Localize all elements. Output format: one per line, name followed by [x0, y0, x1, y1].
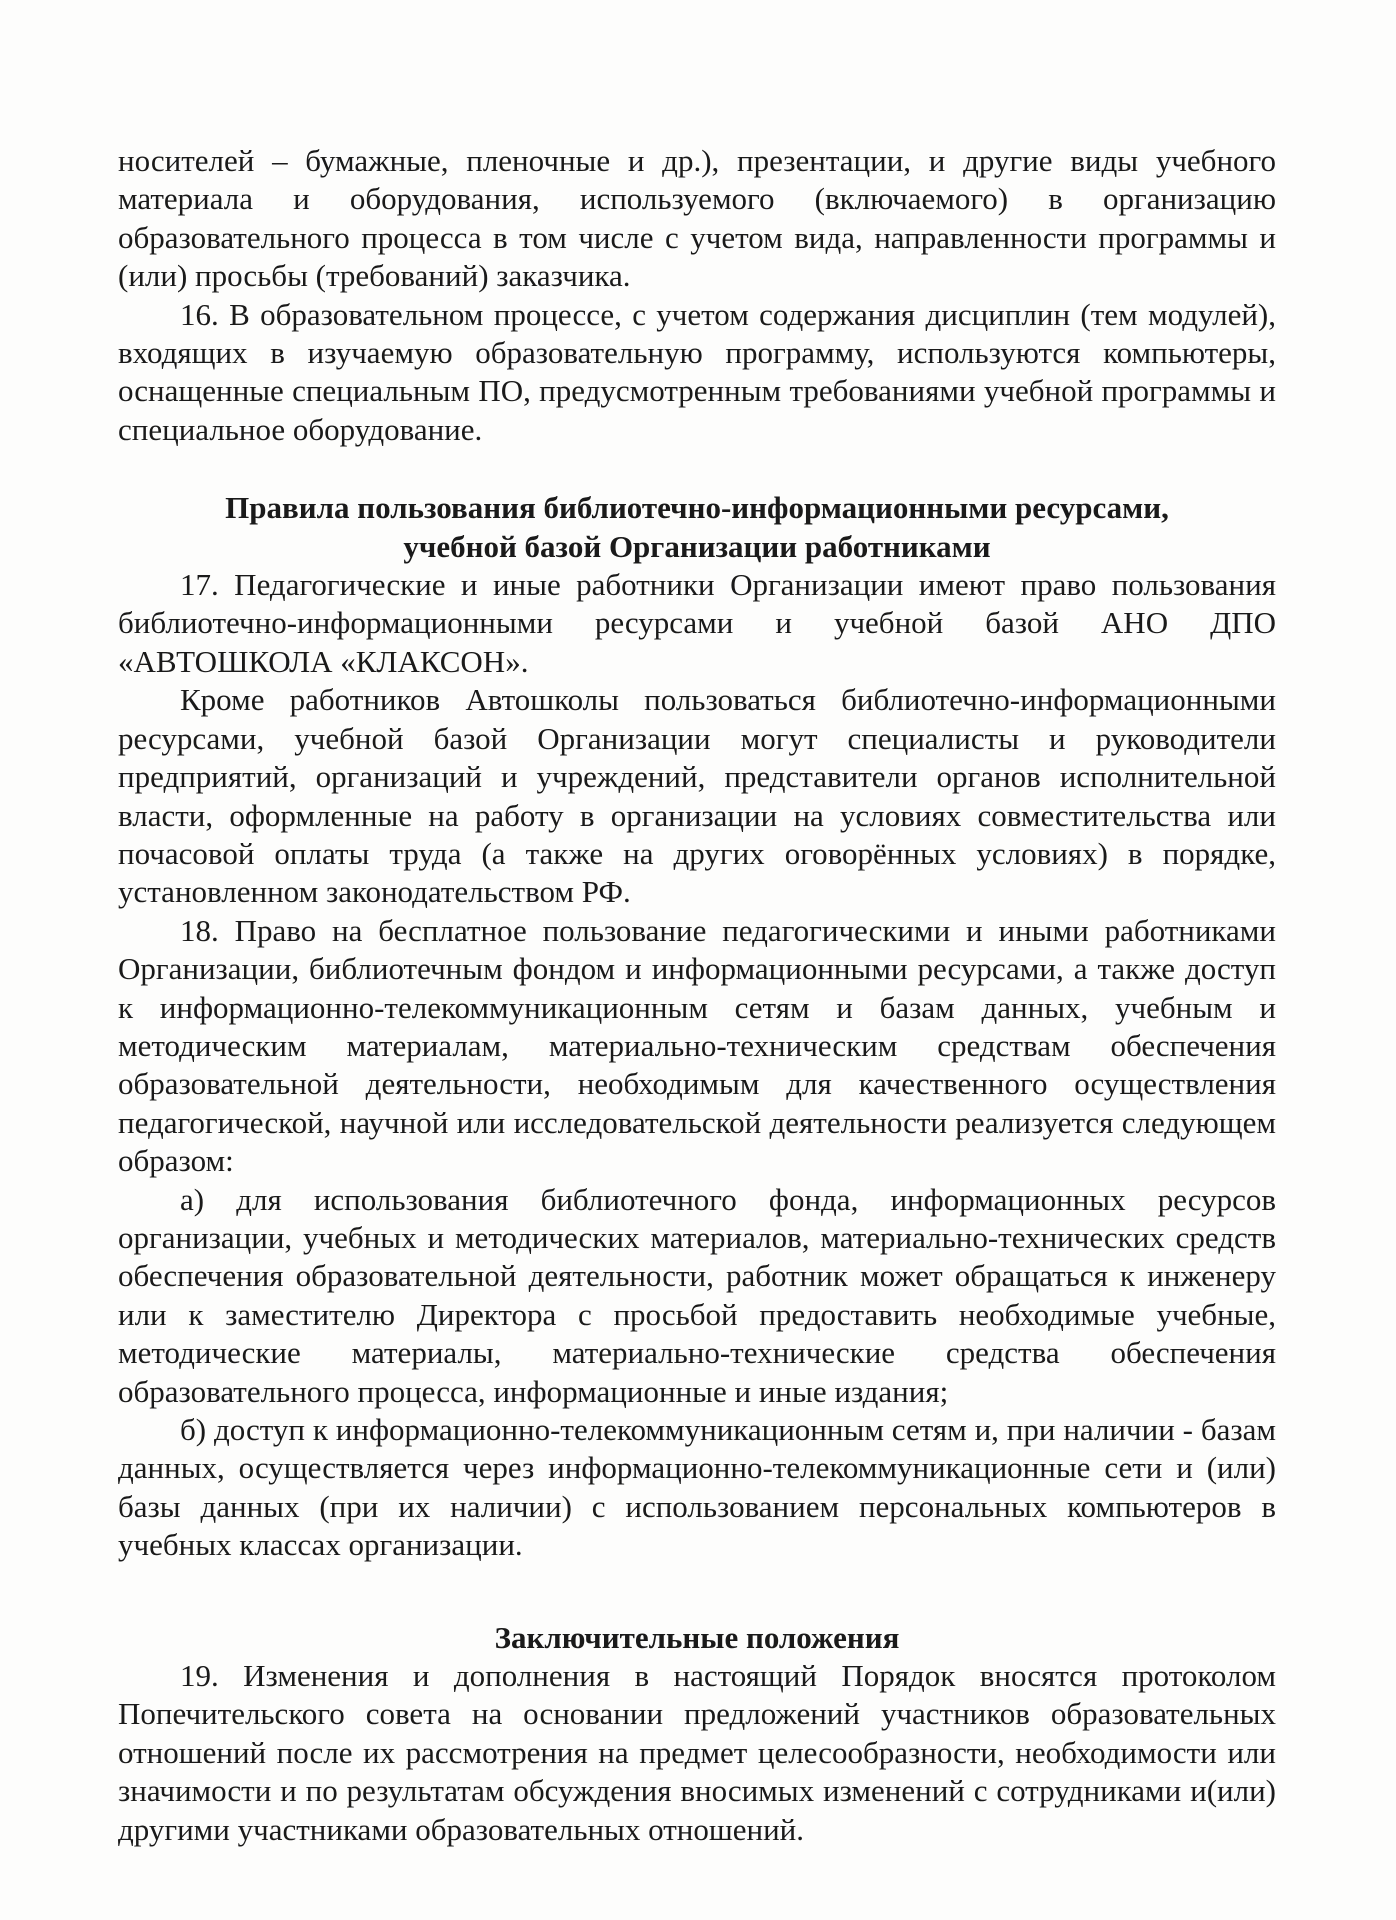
section-spacer — [118, 1565, 1276, 1619]
section-spacer — [118, 449, 1276, 489]
section-heading-final: Заключительные положения — [494, 1619, 900, 1655]
paragraph-18: 18. Право на бесплатное пользование педагогическими и иными работниками Организации, библиотечным фондом и информационными ресурсами, а также доступ к информационно-телекоммуникационным сетям и базам данных, учебным и методическим материалам, материально-техническим средствам обеспечения образовательной деятельности, необходимым для качественного осуществления педагогической, научной или исследовательской деятельности реализуется следующем образом: — [118, 912, 1276, 1179]
intro-paragraph: носителей – бумажные, пленочные и др.), презентации, и другие виды учебного материала и оборудования, используемого (включаемого) в организацию образовательного процесса в том числе с учетом вида, направленности программы и (или) просьбы (требований) заказчика. — [118, 143, 1276, 294]
section-heading-library — [118, 489, 1276, 566]
paragraph-17: 17. Педагогические и иные работники Организации имеют право пользования библиотечно-информационными ресурсами и учебной базой АНО ДПО «АВТОШКОЛА «КЛАКСОН». — [118, 567, 1276, 679]
section-heading-library-line1: Правила пользования библиотечно-информационными ресурсами, — [225, 490, 1169, 526]
paragraph-18a: а) для использования библиотечного фонда, информационных ресурсов организации, учебных и методических материалов, материально-технических средств обеспечения образовательной деятельности, работник может обращаться к инженеру или к заместителю Директора с просьбой предоставить необходимые учебные, методические материалы, материально-технические средства обеспечения образовательного процесса, информационные и иные издания; — [118, 1181, 1276, 1409]
document-body — [118, 142, 1276, 1849]
section-heading-library-line2: учебной базой Организации работниками — [403, 528, 991, 564]
paragraph-16: 16. В образовательном процессе, с учетом содержания дисциплин (тем модулей), входящих в изучаемую образовательную программу, используются компьютеры, оснащенные специальным ПО, предусмотренным требованиями учебной программы и специальное оборудование. — [118, 296, 1276, 447]
paragraph-17-extra: Кроме работников Автошколы пользоваться библиотечно-информационными ресурсами, учебной базой Организации могут специалисты и руководители предприятий, организаций и учреждений, представители органов исполнительной власти, оформленные на работу в организации на условиях совместительства или почасовой оплаты труда (а также на других оговорённых условиях) в порядке, установленном законодательством РФ. — [118, 682, 1276, 910]
paragraph-19: 19. Изменения и дополнения в настоящий Порядок вносятся протоколом Попечительского совета на основании предложений участников образовательных отношений после их рассмотрения на предмет целесообразности, необходимости или значимости и по результатам обсуждения вносимых изменений с сотрудниками и(или) другими участниками образовательных отношений. — [118, 1658, 1276, 1847]
paragraph-18b: б) доступ к информационно-телекоммуникационным сетям и, при наличии - базам данных, осуществляется через информационно-телекоммуникационные сети и (или) базы данных (при их наличии) с использованием персональных компьютеров в учебных классах организации. — [118, 1412, 1276, 1563]
